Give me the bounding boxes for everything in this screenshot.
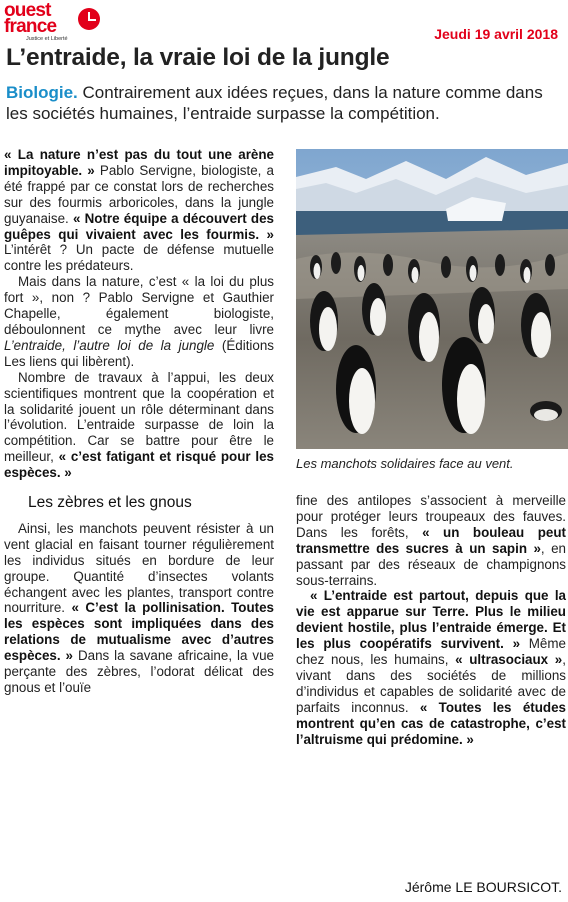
quote: « c’est fatigant et risqué pour les espèces. » <box>4 449 274 481</box>
paragraph-6 <box>296 588 566 747</box>
logo-tagline: Justice et Liberté <box>26 36 68 42</box>
quote: « ultrasociaux » <box>455 652 563 668</box>
penguins-photo <box>296 149 568 449</box>
publication-date: Jeudi 19 avril 2018 <box>434 26 558 42</box>
paragraph-3 <box>4 370 274 481</box>
masthead-logo <box>4 0 102 46</box>
penguins-illustration <box>296 149 568 449</box>
lead-text: Contrairement aux idées reçues, dans la nature comme dans les sociétés humaines, l’entraide surpasse la compétition. <box>6 83 543 123</box>
quote: « Notre équipe a découvert des guêpes qui vivaient avec les fourmis. » <box>4 210 274 242</box>
article-lead <box>6 82 562 124</box>
text: Nombre de travaux à l’appui, les deux scientifiques montrent que la coopération et la solidarité jouent un rôle déterminant dans l’évolution. L’entraide surpasse de loin la compétition. Car se battre pour être le meilleur, <box>4 369 274 465</box>
article-column-2 <box>296 493 566 748</box>
subheading: Les zèbres et les gnous <box>28 494 192 512</box>
text: Dans la savane africaine, la vue perçante des zèbres, l’odorat délicat des gnous et l’ouïe <box>4 648 274 695</box>
paragraph-5 <box>296 493 566 588</box>
quote: « un bouleau peut transmettre des sucres à un sapin » <box>296 524 566 556</box>
quote: « C’est la pollinisation. Toutes les espèces sont impliquées dans des relations de mutualisme avec d’autres espèces. » <box>4 600 275 664</box>
text: Même chez nous, les humains, <box>296 636 566 668</box>
quote: « La nature n’est pas du tout une arène impitoyable. » <box>4 147 274 178</box>
text: L’intérêt ? Un pacte de défense mutuelle contre les prédateurs. <box>4 242 274 274</box>
logo-word-ouest: ouest <box>4 0 51 21</box>
book-title: L’entraide, l’autre loi de la jungle <box>4 337 215 353</box>
text: , vivant dans des sociétés de millions d’individus et capables de solidarité avec de parfaits inconnus. <box>296 652 566 715</box>
text: , en passant par des réseaux de champignons sous-terrains. <box>296 540 566 588</box>
text: Mais dans la nature, c’est « la loi du plus fort », non ? Pablo Servigne et Gauthier Chapelle, également biologiste, déboulonnent ce mythe avec leur livre <box>4 274 274 337</box>
photo-caption: Les manchots solidaires face au vent. <box>296 456 514 471</box>
author-signature: Jérôme LE BOURSICOT. <box>404 879 562 895</box>
text: (Éditions Les liens qui libèrent). <box>4 337 274 369</box>
quote: « L’entraide est partout, depuis que la vie est apparue sur Terre. Plus le milieu devient hostile, plus l’entraide émerge. Et les plus coopératifs survivent. » <box>296 588 566 652</box>
paragraph-2 <box>4 274 274 369</box>
paragraph-1 <box>4 147 274 274</box>
quote: « Toutes les études montrent qu’en cas de catastrophe, c’est l’altruisme qui prédomine. » <box>296 699 566 747</box>
text: Ainsi, les manchots peuvent résister à un vent glacial en faisant tourner régulièrement les individus situés en bordure de leur groupe. Quantité d’insectes volants échangent avec les plantes, transport contre nourriture. <box>4 520 274 616</box>
paragraph-4 <box>4 521 274 696</box>
article-headline: L’entraide, la vraie loi de la jungle <box>6 44 390 71</box>
lead-kicker: Biologie. <box>6 83 78 102</box>
logo-word-france: france <box>4 16 57 37</box>
article-column-1 <box>4 147 274 696</box>
text: fine des antilopes s’associent à merveille pour protéger leurs troupeaux des fauves. Dans les forêts, <box>296 493 566 540</box>
logo-badge-icon <box>78 8 100 30</box>
text: Pablo Servigne, biologiste, a été frappé par ce constat lors de recherches sur des fourmis arboricoles, dans la jungle guyanaise. <box>4 162 274 226</box>
